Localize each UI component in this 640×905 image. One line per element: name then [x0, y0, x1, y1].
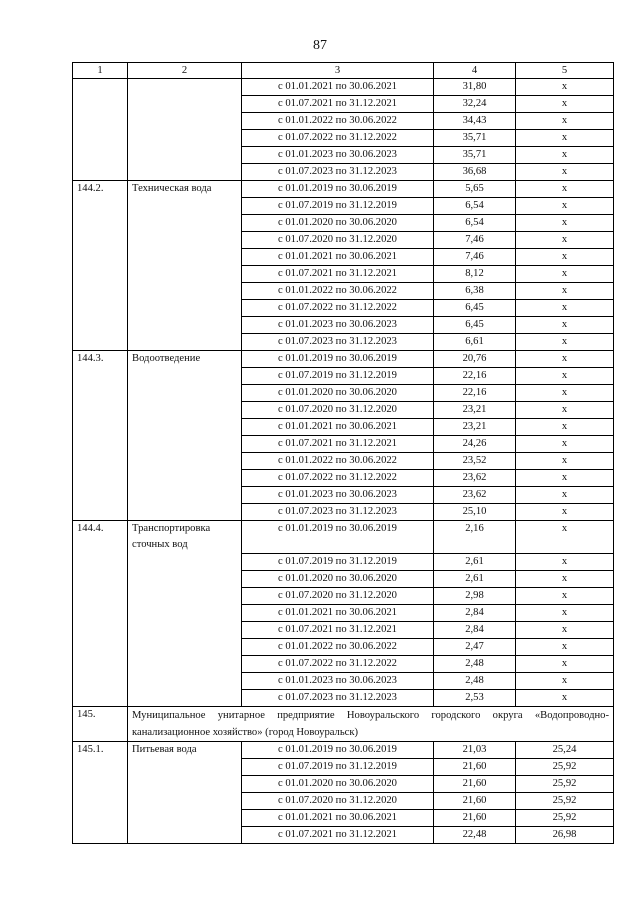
period-cell: с 01.01.2021 по 30.06.2021 [242, 809, 434, 826]
tariff-value-cell: 21,60 [434, 775, 516, 792]
row-number-cell [73, 164, 128, 181]
row-number-cell [73, 792, 128, 809]
tariff-value-cell: 23,62 [434, 487, 516, 504]
row-number-cell [73, 436, 128, 453]
tariff-value-cell: 2,53 [434, 689, 516, 706]
table-row [73, 570, 614, 587]
header-cell: 3 [242, 63, 434, 79]
service-name-cell [128, 198, 242, 215]
tariff-vat-cell: х [516, 368, 614, 385]
tariff-vat-cell: 25,92 [516, 809, 614, 826]
period-cell: с 01.01.2019 по 30.06.2019 [242, 351, 434, 368]
table-row [73, 266, 614, 283]
row-number-cell [73, 266, 128, 283]
service-name-cell [128, 792, 242, 809]
service-name-cell [128, 809, 242, 826]
table-row [73, 487, 614, 504]
tariff-vat-cell: х [516, 570, 614, 587]
tariff-value-cell: 2,98 [434, 587, 516, 604]
tariff-vat-cell: 26,98 [516, 826, 614, 843]
table-row [73, 317, 614, 334]
row-number-cell [73, 198, 128, 215]
row-number-cell: 145.1. [73, 741, 128, 758]
tariff-value-cell: 21,60 [434, 758, 516, 775]
service-name-cell [128, 672, 242, 689]
row-number-cell: 145. [73, 706, 128, 741]
table-row [73, 655, 614, 672]
tariff-value-cell: 34,43 [434, 113, 516, 130]
tariff-vat-cell: х [516, 638, 614, 655]
table-row [73, 758, 614, 775]
period-cell: с 01.07.2019 по 31.12.2019 [242, 368, 434, 385]
table-row [73, 385, 614, 402]
table-row [73, 553, 614, 570]
row-number-cell [73, 385, 128, 402]
tariff-value-cell: 2,48 [434, 672, 516, 689]
row-number-cell [73, 249, 128, 266]
tariff-value-cell: 6,45 [434, 317, 516, 334]
row-number-cell [73, 504, 128, 521]
row-number-cell [73, 130, 128, 147]
tariff-value-cell: 2,84 [434, 621, 516, 638]
tariff-value-cell: 35,71 [434, 130, 516, 147]
service-name-cell [128, 587, 242, 604]
tariff-vat-cell: х [516, 470, 614, 487]
tariff-vat-cell: х [516, 96, 614, 113]
table-row [73, 181, 614, 198]
period-cell: с 01.01.2019 по 30.06.2019 [242, 181, 434, 198]
period-cell: с 01.07.2019 по 31.12.2019 [242, 198, 434, 215]
service-name-cell [128, 385, 242, 402]
header-cell: 5 [516, 63, 614, 79]
period-cell: с 01.01.2020 по 30.06.2020 [242, 570, 434, 587]
period-cell: с 01.07.2020 по 31.12.2020 [242, 792, 434, 809]
row-number-cell [73, 775, 128, 792]
table-row [73, 638, 614, 655]
tariff-vat-cell: х [516, 283, 614, 300]
service-name-cell [128, 402, 242, 419]
row-number-cell [73, 758, 128, 775]
row-number-cell [73, 215, 128, 232]
period-cell: с 01.01.2021 по 30.06.2021 [242, 249, 434, 266]
tariff-table [72, 62, 614, 844]
table-row [73, 130, 614, 147]
row-number-cell [73, 368, 128, 385]
table-row [73, 792, 614, 809]
tariff-vat-cell: х [516, 79, 614, 96]
table-row [73, 96, 614, 113]
service-name-cell [128, 436, 242, 453]
period-cell: с 01.01.2021 по 30.06.2021 [242, 419, 434, 436]
period-cell: с 01.01.2023 по 30.06.2023 [242, 672, 434, 689]
tariff-vat-cell: х [516, 604, 614, 621]
table-row [73, 621, 614, 638]
row-number-cell [73, 300, 128, 317]
tariff-value-cell: 21,60 [434, 792, 516, 809]
period-cell: с 01.01.2020 по 30.06.2020 [242, 385, 434, 402]
period-cell: с 01.01.2022 по 30.06.2022 [242, 113, 434, 130]
service-name-cell [128, 570, 242, 587]
period-cell: с 01.01.2023 по 30.06.2023 [242, 317, 434, 334]
table-row [73, 164, 614, 181]
row-number-cell [73, 147, 128, 164]
tariff-vat-cell: х [516, 436, 614, 453]
table-row [73, 470, 614, 487]
tariff-vat-cell: х [516, 130, 614, 147]
tariff-value-cell: 24,26 [434, 436, 516, 453]
period-cell: с 01.07.2023 по 31.12.2023 [242, 164, 434, 181]
row-number-cell [73, 96, 128, 113]
row-number-cell [73, 470, 128, 487]
row-number-cell [73, 587, 128, 604]
table-row [73, 521, 614, 554]
period-cell: с 01.07.2021 по 31.12.2021 [242, 621, 434, 638]
period-cell: с 01.01.2021 по 30.06.2021 [242, 79, 434, 96]
tariff-vat-cell: х [516, 487, 614, 504]
tariff-vat-cell: 25,92 [516, 775, 614, 792]
tariff-value-cell: 6,54 [434, 215, 516, 232]
table-row [73, 604, 614, 621]
table-row [73, 504, 614, 521]
service-name-cell: Питьевая вода [128, 741, 242, 758]
tariff-value-cell: 31,80 [434, 79, 516, 96]
tariff-vat-cell: х [516, 689, 614, 706]
tariff-value-cell: 2,61 [434, 553, 516, 570]
service-name-cell [128, 758, 242, 775]
row-number-cell [73, 672, 128, 689]
tariff-value-cell: 2,48 [434, 655, 516, 672]
service-name-cell [128, 655, 242, 672]
row-number-cell [73, 402, 128, 419]
table-row [73, 775, 614, 792]
table-row [73, 402, 614, 419]
table-row [73, 232, 614, 249]
tariff-value-cell: 6,45 [434, 300, 516, 317]
row-number-cell [73, 232, 128, 249]
tariff-value-cell: 8,12 [434, 266, 516, 283]
row-number-cell [73, 113, 128, 130]
period-cell: с 01.07.2020 по 31.12.2020 [242, 232, 434, 249]
period-cell: с 01.07.2021 по 31.12.2021 [242, 266, 434, 283]
period-cell: с 01.07.2023 по 31.12.2023 [242, 689, 434, 706]
tariff-value-cell: 23,62 [434, 470, 516, 487]
row-number-cell [73, 334, 128, 351]
service-name-cell [128, 215, 242, 232]
period-cell: с 01.01.2020 по 30.06.2020 [242, 775, 434, 792]
tariff-vat-cell: х [516, 113, 614, 130]
period-cell: с 01.07.2022 по 31.12.2022 [242, 130, 434, 147]
tariff-vat-cell: х [516, 351, 614, 368]
tariff-value-cell: 2,84 [434, 604, 516, 621]
period-cell: с 01.01.2020 по 30.06.2020 [242, 215, 434, 232]
service-name-cell [128, 826, 242, 843]
tariff-vat-cell: х [516, 655, 614, 672]
tariff-value-cell: 35,71 [434, 147, 516, 164]
row-number-cell: 144.4. [73, 521, 128, 554]
tariff-value-cell: 2,61 [434, 570, 516, 587]
service-name-cell [128, 689, 242, 706]
row-number-cell [73, 621, 128, 638]
tariff-vat-cell: х [516, 215, 614, 232]
service-name-cell [128, 487, 242, 504]
period-cell: с 01.07.2019 по 31.12.2019 [242, 553, 434, 570]
tariff-vat-cell: х [516, 587, 614, 604]
tariff-vat-cell: х [516, 181, 614, 198]
service-name-cell [128, 368, 242, 385]
tariff-vat-cell: х [516, 249, 614, 266]
tariff-value-cell: 36,68 [434, 164, 516, 181]
tariff-value-cell: 2,47 [434, 638, 516, 655]
period-cell: с 01.01.2023 по 30.06.2023 [242, 487, 434, 504]
service-name-cell [128, 113, 242, 130]
tariff-value-cell: 5,65 [434, 181, 516, 198]
table-row [73, 147, 614, 164]
tariff-vat-cell: х [516, 334, 614, 351]
service-name-cell [128, 334, 242, 351]
period-cell: с 01.01.2019 по 30.06.2019 [242, 521, 434, 554]
row-number-cell [73, 638, 128, 655]
row-number-cell: 144.2. [73, 181, 128, 198]
table-row [73, 809, 614, 826]
period-cell: с 01.01.2021 по 30.06.2021 [242, 604, 434, 621]
period-cell: с 01.01.2019 по 30.06.2019 [242, 741, 434, 758]
row-number-cell [73, 809, 128, 826]
tariff-vat-cell: х [516, 521, 614, 554]
service-name-cell [128, 553, 242, 570]
row-number-cell [73, 553, 128, 570]
service-name-cell [128, 419, 242, 436]
service-name-cell [128, 453, 242, 470]
table-row [73, 334, 614, 351]
tariff-value-cell: 20,76 [434, 351, 516, 368]
tariff-vat-cell: х [516, 164, 614, 181]
period-cell: с 01.07.2022 по 31.12.2022 [242, 470, 434, 487]
period-cell: с 01.01.2022 по 30.06.2022 [242, 283, 434, 300]
table-row [73, 351, 614, 368]
period-cell: с 01.01.2022 по 30.06.2022 [242, 453, 434, 470]
row-number-cell [73, 487, 128, 504]
tariff-value-cell: 6,54 [434, 198, 516, 215]
period-cell: с 01.07.2022 по 31.12.2022 [242, 655, 434, 672]
row-number-cell [73, 453, 128, 470]
period-cell: с 01.07.2019 по 31.12.2019 [242, 758, 434, 775]
service-name-cell [128, 147, 242, 164]
service-name-cell: Водоотведение [128, 351, 242, 368]
table-row [73, 689, 614, 706]
table-row [73, 113, 614, 130]
header-cell: 4 [434, 63, 516, 79]
table-row [73, 198, 614, 215]
tariff-value-cell: 7,46 [434, 232, 516, 249]
row-number-cell [73, 604, 128, 621]
table-row [73, 249, 614, 266]
service-name-cell [128, 249, 242, 266]
period-cell: с 01.07.2023 по 31.12.2023 [242, 504, 434, 521]
tariff-vat-cell: 25,92 [516, 758, 614, 775]
row-number-cell [73, 317, 128, 334]
tariff-vat-cell: х [516, 553, 614, 570]
row-number-cell [73, 419, 128, 436]
period-cell: с 01.07.2020 по 31.12.2020 [242, 587, 434, 604]
service-name-cell [128, 504, 242, 521]
tariff-vat-cell: х [516, 621, 614, 638]
header-row [73, 63, 614, 79]
tariff-value-cell: 21,60 [434, 809, 516, 826]
row-number-cell: 144.3. [73, 351, 128, 368]
table-row [73, 453, 614, 470]
tariff-value-cell: 22,16 [434, 385, 516, 402]
row-number-cell [73, 655, 128, 672]
tariff-value-cell: 23,52 [434, 453, 516, 470]
tariff-vat-cell: х [516, 147, 614, 164]
tariff-value-cell: 25,10 [434, 504, 516, 521]
service-name-cell [128, 232, 242, 249]
period-cell: с 01.07.2023 по 31.12.2023 [242, 334, 434, 351]
period-cell: с 01.01.2022 по 30.06.2022 [242, 638, 434, 655]
period-cell: с 01.07.2021 по 31.12.2021 [242, 826, 434, 843]
table-row [73, 419, 614, 436]
tariff-vat-cell: х [516, 317, 614, 334]
organization-name-cell: Муниципальное унитарное предприятие Новоуральского городского округа «Водопроводно-канализационное хозяйство» (город Новоуральск) [128, 706, 614, 741]
tariff-vat-cell: х [516, 198, 614, 215]
tariff-value-cell: 22,48 [434, 826, 516, 843]
row-number-cell [73, 283, 128, 300]
tariff-vat-cell: х [516, 300, 614, 317]
tariff-vat-cell: х [516, 266, 614, 283]
header-cell: 2 [128, 63, 242, 79]
period-cell: с 01.07.2022 по 31.12.2022 [242, 300, 434, 317]
tariff-value-cell: 22,16 [434, 368, 516, 385]
service-name-cell [128, 130, 242, 147]
header-cell: 1 [73, 63, 128, 79]
service-name-cell [128, 96, 242, 113]
row-number-cell [73, 79, 128, 96]
row-number-cell [73, 570, 128, 587]
tariff-vat-cell: х [516, 385, 614, 402]
tariff-vat-cell: 25,92 [516, 792, 614, 809]
service-name-cell [128, 470, 242, 487]
row-number-cell [73, 689, 128, 706]
tariff-vat-cell: х [516, 672, 614, 689]
tariff-vat-cell: х [516, 453, 614, 470]
table-row [73, 300, 614, 317]
tariff-vat-cell: 25,24 [516, 741, 614, 758]
service-name-cell [128, 164, 242, 181]
period-cell: с 01.07.2021 по 31.12.2021 [242, 96, 434, 113]
service-name-cell [128, 317, 242, 334]
service-name-cell [128, 604, 242, 621]
table-row [73, 587, 614, 604]
tariff-value-cell: 32,24 [434, 96, 516, 113]
table-row [73, 672, 614, 689]
table-row [73, 741, 614, 758]
row-number-cell [73, 826, 128, 843]
service-name-cell [128, 775, 242, 792]
organization-row [73, 706, 614, 741]
table-row [73, 436, 614, 453]
period-cell: с 01.01.2023 по 30.06.2023 [242, 147, 434, 164]
tariff-vat-cell: х [516, 232, 614, 249]
table-row [73, 368, 614, 385]
service-name-cell [128, 300, 242, 317]
service-name-cell [128, 266, 242, 283]
period-cell: с 01.07.2021 по 31.12.2021 [242, 436, 434, 453]
service-name-cell [128, 638, 242, 655]
service-name-cell: Транспортировка сточных вод [128, 521, 242, 554]
page-number: 87 [313, 38, 327, 53]
tariff-value-cell: 6,61 [434, 334, 516, 351]
tariff-vat-cell: х [516, 419, 614, 436]
tariff-value-cell: 23,21 [434, 402, 516, 419]
service-name-cell [128, 283, 242, 300]
tariff-value-cell: 2,16 [434, 521, 516, 554]
service-name-cell [128, 621, 242, 638]
table-row [73, 79, 614, 96]
table-row [73, 826, 614, 843]
tariff-value-cell: 6,38 [434, 283, 516, 300]
tariff-value-cell: 23,21 [434, 419, 516, 436]
table-row [73, 283, 614, 300]
table-row [73, 215, 614, 232]
service-name-cell: Техническая вода [128, 181, 242, 198]
tariff-value-cell: 7,46 [434, 249, 516, 266]
tariff-vat-cell: х [516, 402, 614, 419]
period-cell: с 01.07.2020 по 31.12.2020 [242, 402, 434, 419]
tariff-vat-cell: х [516, 504, 614, 521]
tariff-value-cell: 21,03 [434, 741, 516, 758]
service-name-cell [128, 79, 242, 96]
